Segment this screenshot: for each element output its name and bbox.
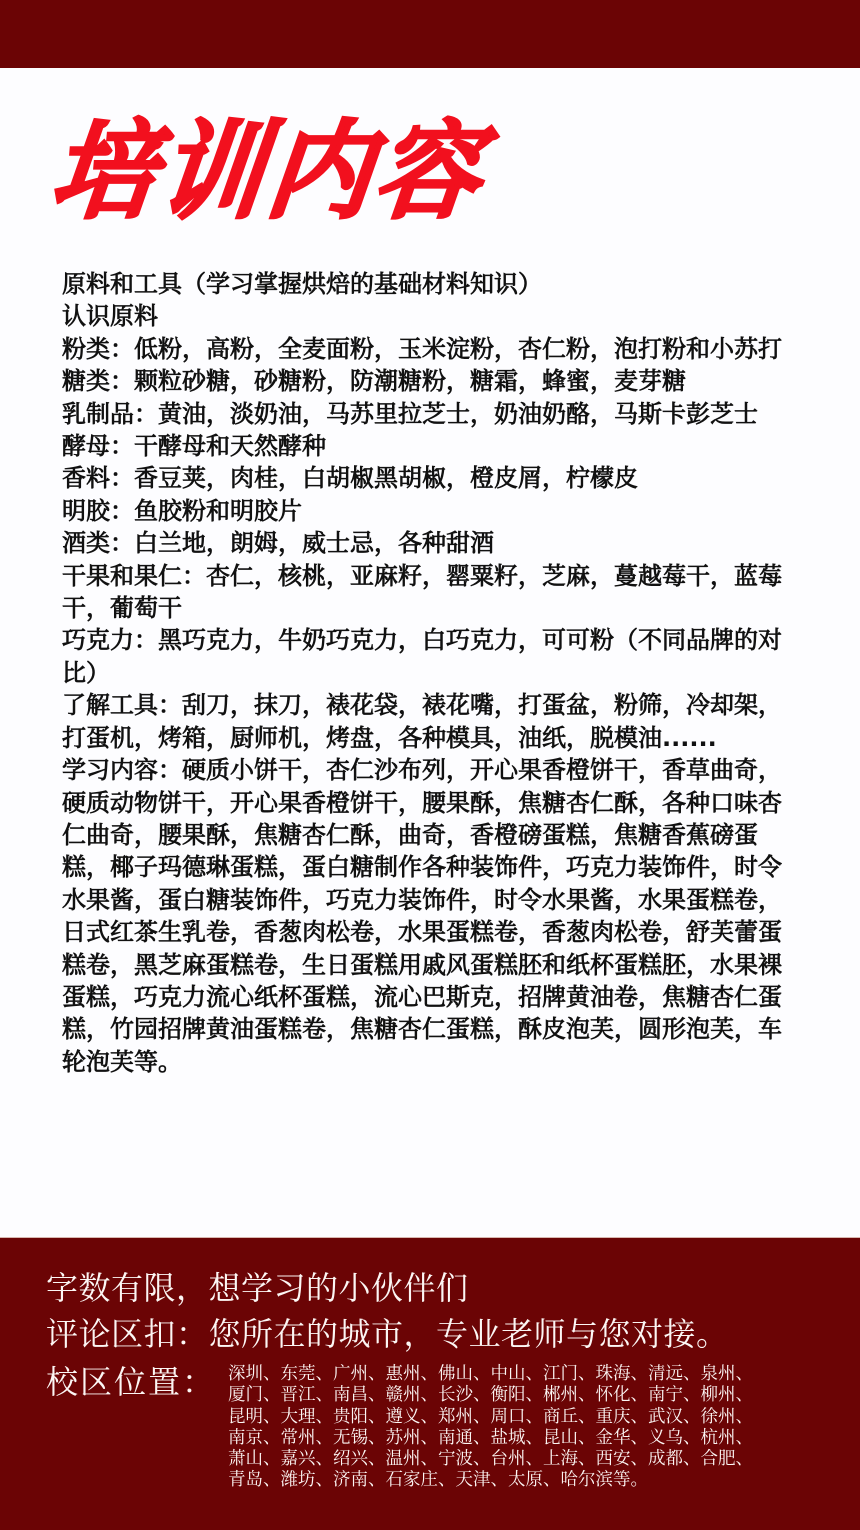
campus-city-row: 萧山、嘉兴、绍兴、温州、宁波、台州、上海、西安、成都、合肥、	[228, 1449, 753, 1470]
content-line-nuts-dried-fruit: 干果和果仁：杏仁，核桃，亚麻籽，罂粟籽，芝麻，蔓越莓干，蓝莓干，葡萄干	[62, 561, 782, 623]
training-content-body	[62, 268, 798, 1078]
content-line-materials-tools: 原料和工具（学习掌握烘焙的基础材料知识）	[62, 270, 542, 298]
campus-city-row: 厦门、晋江、南昌、赣州、长沙、衡阳、郴州、怀化、南宁、柳州、	[228, 1385, 753, 1406]
campus-city-row: 南京、常州、无锡、苏州、南通、盐城、昆山、金华、义乌、杭州、	[228, 1427, 753, 1448]
content-line-yeast: 酵母：干酵母和天然酵种	[62, 432, 326, 461]
content-line-gelatin: 明胶：鱼胶粉和明胶片	[62, 496, 302, 525]
content-line-chocolate: 巧克力：黑巧克力，牛奶巧克力，白巧克力，可可粉（不同品牌的对比）	[62, 626, 782, 687]
content-line-flours: 粉类：低粉，高粉，全麦面粉，玉米淀粉，杏仁粉，泡打粉和小苏打	[62, 334, 782, 363]
page-title: 培训内容	[45, 108, 491, 234]
campus-location-label: 校区位置：	[46, 1363, 217, 1401]
campus-city-row: 昆明、大理、贵阳、遵义、郑州、周口、商丘、重庆、武汉、徐州、	[228, 1406, 753, 1427]
top-banner-band	[0, 0, 860, 68]
content-line-sugars: 糖类：颗粒砂糖，砂糖粉，防潮糖粉，糖霜，蜂蜜，麦芽糖	[62, 367, 686, 396]
content-line-tools: 了解工具：刮刀，抹刀，裱花袋，裱花嘴，打蛋盆，粉筛，冷却架，打蛋机，烤箱，厨师机，烤盘，各种模具，油纸，脱模油......	[62, 691, 782, 752]
campus-city-list	[228, 1364, 828, 1492]
content-line-dairy: 乳制品：黄油，淡奶油，马苏里拉芝士，奶油奶酪，马斯卡彭芝士	[62, 399, 758, 428]
footer-contact-band	[0, 1237, 860, 1530]
cta-comment-city: 评论区扣：您所在的城市，专业老师与您对接。	[46, 1315, 729, 1353]
content-line-spices: 香料：香豆荚，肉桂，白胡椒黑胡椒，橙皮屑，柠檬皮	[62, 464, 638, 493]
content-line-know-materials: 认识原料	[62, 302, 158, 331]
content-line-liquors: 酒类：白兰地，朗姆，威士忌，各种甜酒	[62, 529, 494, 558]
campus-city-row: 深圳、东莞、广州、惠州、佛山、中山、江门、珠海、清远、泉州、	[228, 1364, 753, 1384]
content-line-learning-items: 学习内容：硬质小饼干，杏仁沙布列，开心果香橙饼干，香草曲奇，硬质动物饼干，开心果香橙饼干，腰果酥，焦糖杏仁酥，各种口味杏仁曲奇，腰果酥，焦糖杏仁酥，曲奇，香橙磅蛋糕，焦糖香蕉磅蛋糕，椰子玛德琳蛋糕，蛋白糖制作各种装饰件，巧克力装饰件，时令水果酱，蛋白糖装饰件，巧克力装饰件，时令水果酱，水果蛋糕卷，日式红茶生乳卷，香葱肉松卷，水果蛋糕卷，香葱肉松卷，舒芙蕾蛋糕卷，黑芝麻蛋糕卷，生日蛋糕用戚风蛋糕胚和纸杯蛋糕胚，水果裸蛋糕，巧克力流心纸杯蛋糕，流心巴斯克，招牌黄油卷，焦糖杏仁蛋糕，竹园招牌黄油蛋糕卷，焦糖杏仁蛋糕，酥皮泡芙，圆形泡芙，车轮泡芙等。	[62, 756, 782, 1076]
cta-limited-text: 字数有限，想学习的小伙伴们	[46, 1269, 469, 1307]
campus-city-row: 青岛、潍坊、济南、石家庄、天津、太原、哈尔滨等。	[228, 1470, 648, 1491]
